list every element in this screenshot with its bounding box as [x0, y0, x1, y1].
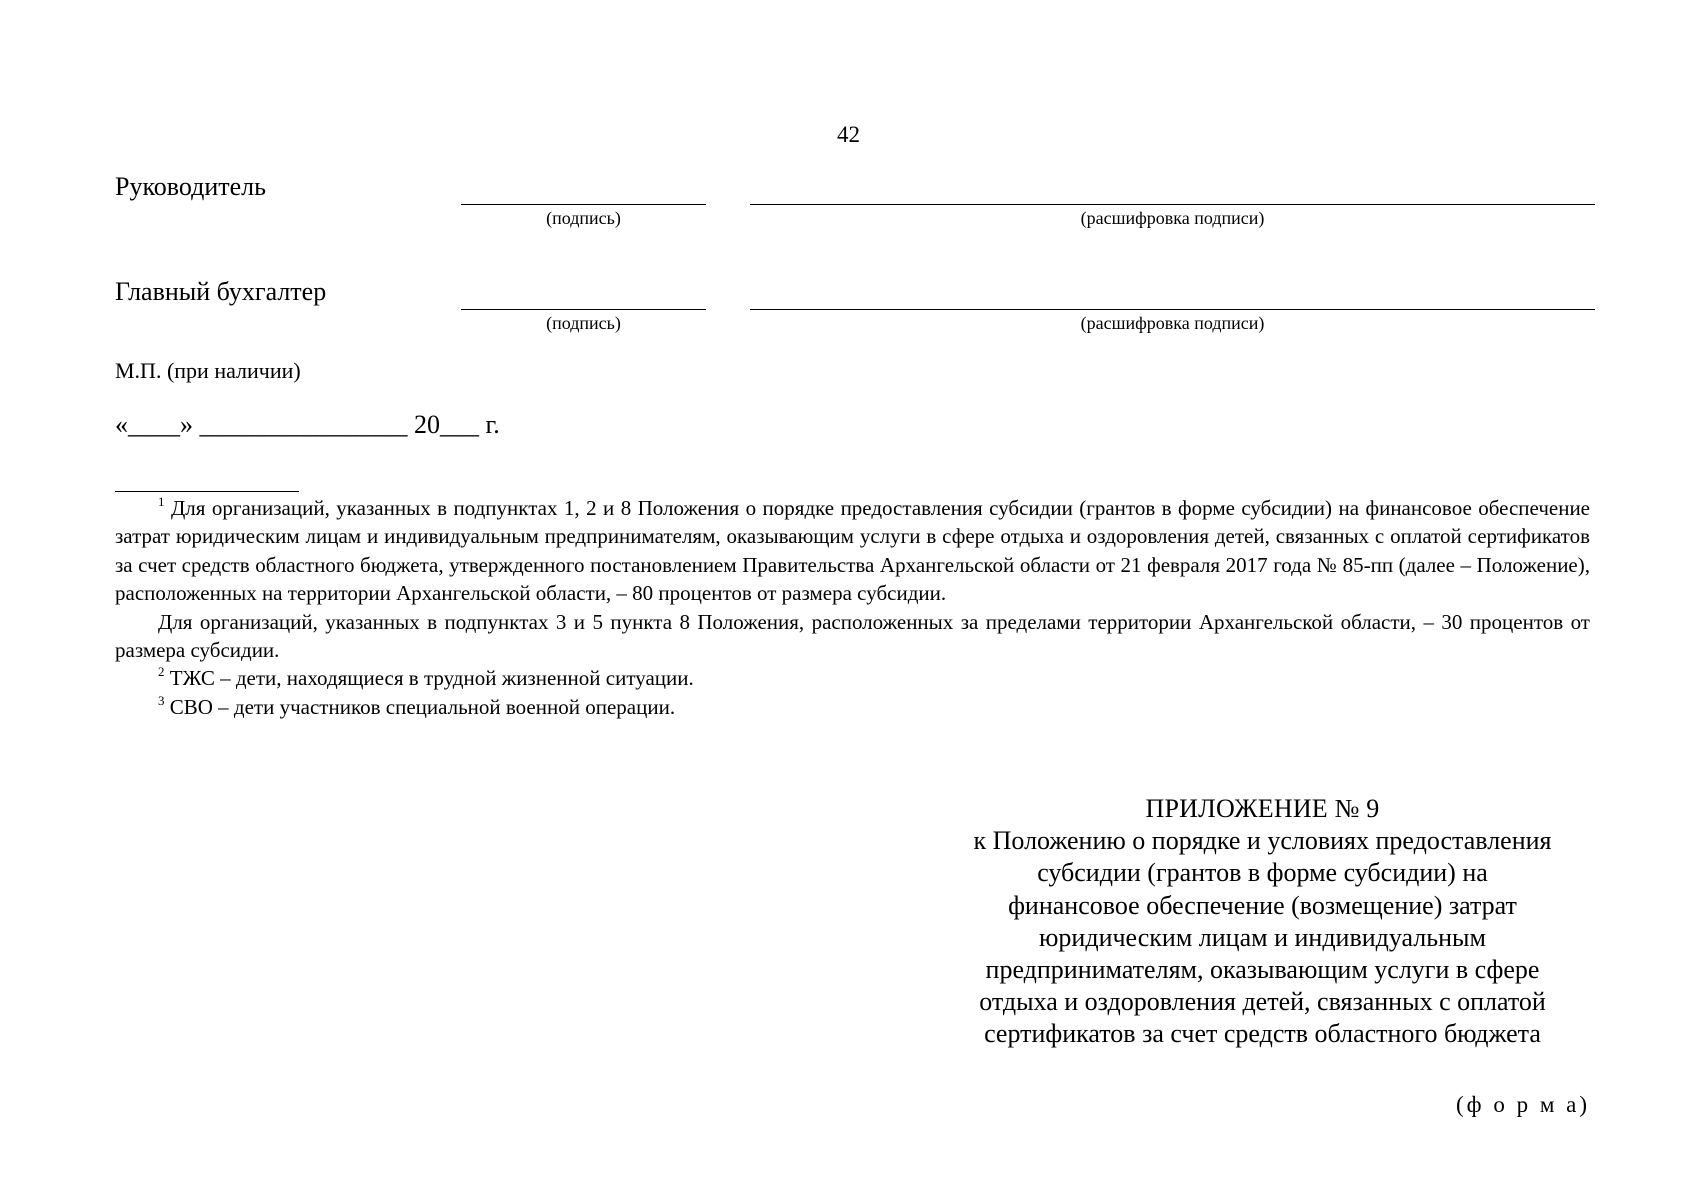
signature-role-head: Руководитель — [115, 172, 266, 201]
signature-line — [461, 204, 706, 205]
footnote-mark: 1 — [158, 494, 165, 509]
signature-caption: (подпись) — [546, 208, 621, 228]
footnote-1-continuation: Для организаций, указанных в подпунктах 3 и 5 пункта 8 Положения, расположенных за пределами территории Архангельской области, – 30 процентов от размера субсидии. — [115, 609, 1590, 663]
footnote-mark: 3 — [158, 692, 165, 708]
form-mark: (ф о р м а) — [1456, 1092, 1590, 1117]
footnote-text: СВО – дети участников специальной военной операции. — [169, 694, 676, 719]
signature-decode-line — [750, 204, 1595, 205]
annex-line: предпринимателям, оказывающим услуги в сфере — [985, 955, 1540, 985]
signature-decode-line — [750, 309, 1595, 310]
stamp-placeholder: М.П. (при наличии) — [115, 358, 301, 383]
signature-role-chief-accountant: Главный бухгалтер — [115, 277, 327, 306]
footnotes — [115, 494, 1590, 721]
signature-decode-caption: (расшифровка подписи) — [1080, 313, 1265, 333]
footnote-3 — [115, 693, 1590, 721]
annex-line: финансовое обеспечение (возмещение) затрат — [1008, 890, 1517, 920]
footnote-2 — [115, 664, 1590, 692]
signature-line — [461, 309, 706, 310]
annex-line: юридическим лицам и индивидуальным — [1039, 922, 1486, 952]
annex-line: сертификатов за счет средств областного бюджета — [984, 1019, 1541, 1049]
annex-title: ПРИЛОЖЕНИЕ № 9 — [1145, 794, 1380, 823]
signature-caption: (подпись) — [546, 313, 621, 333]
footnote-separator — [115, 491, 299, 492]
signature-decode-caption: (расшифровка подписи) — [1080, 208, 1265, 228]
footnote-text: ТЖС – дети, находящиеся в трудной жизненной ситуации. — [169, 666, 694, 691]
annex-line: к Положению о порядке и условиях предоставления — [973, 826, 1552, 856]
annex-line: субсидии (грантов в форме субсидии) на — [1037, 858, 1488, 888]
date-line: «____» ________________ 20___ г. — [115, 410, 500, 439]
footnote-text: Для организаций, указанных в подпунктах 1, 2 и 8 Положения о порядке предоставления субсидии (грантов в форме субсидии) на финансовое обеспечение затрат юридическим лицам и индивидуальным предпринимателям, оказывающим услуги в сфере отдыха и оздоровления детей, связанных с оплатой сертификатов за счет средств областного бюджета, утвержденного постановлением Правительства Архангельской области от 21 февраля 2017 года № 85-пп (далее – Положение), расположенных на территории Архангельской области, – 80 процентов от размера субсидии. — [115, 496, 1591, 606]
annex-header — [935, 793, 1590, 1051]
footnote-mark: 2 — [158, 664, 165, 680]
annex-line: отдыха и оздоровления детей, связанных с оплатой — [979, 987, 1546, 1017]
page-number: 42 — [837, 122, 860, 147]
footnote-1 — [115, 494, 1590, 608]
